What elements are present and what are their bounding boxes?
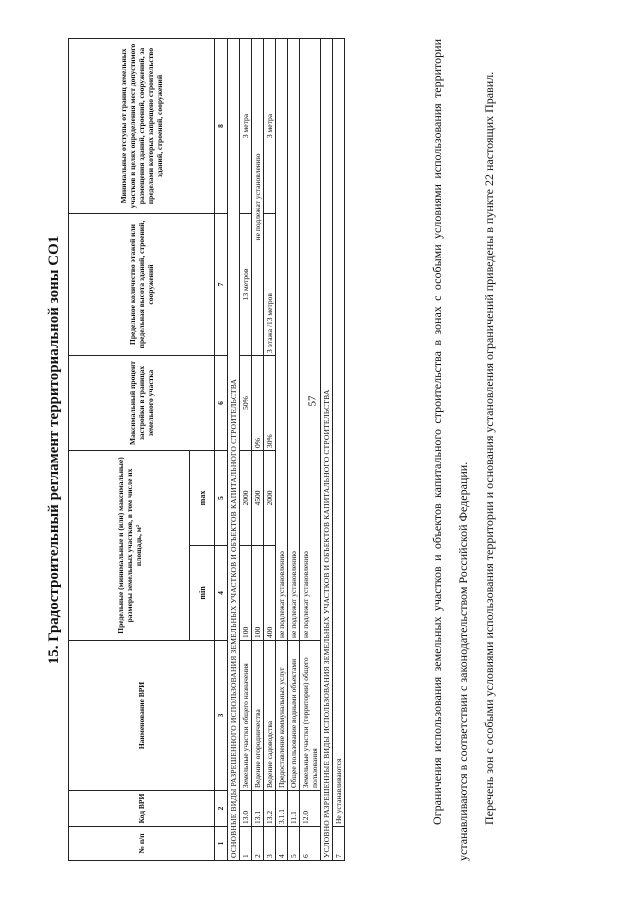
row-floors: 13 метров	[240, 213, 252, 355]
section-conditional-heading: УСЛОВНО РАЗРЕШЕННЫЕ ВИДЫ ИСПОЛЬЗОВАНИЯ ЗЕМЕЛЬНЫХ УЧАСТКОВ И ОБЪЕКТОВ КАПИТАЛЬНОГО СТРОИТЕЛЬСТВА	[321, 38, 333, 860]
row-code: 12.0	[300, 791, 321, 827]
header-area: Предельные (минимальные и (или) максимальные) размеры земельных участков, в том числе их площадь, м²	[69, 450, 190, 640]
header-percent: Максимальный процент застройки в границах земельного участка	[69, 355, 215, 450]
row-name: Ведение огородничества	[252, 641, 264, 791]
row-name: Предоставление коммунальных услуг	[276, 641, 288, 791]
row-max: 4500	[252, 450, 264, 545]
regulation-table	[68, 38, 345, 861]
header-code: Код ВРИ	[69, 791, 215, 827]
row-name: Ведение садоводства	[264, 641, 276, 791]
row-max: 2000	[240, 450, 252, 545]
col-number: 7	[215, 213, 228, 355]
table-row	[252, 38, 264, 860]
row-setback: 3 метра	[240, 38, 252, 213]
row-name: Общее пользование водными объектами	[288, 641, 300, 791]
row-merged-value: Не устанавливаются	[333, 38, 345, 826]
col-number: 3	[215, 641, 228, 791]
header-num: № п/п	[69, 827, 215, 861]
header-area-max: max	[190, 450, 215, 545]
table-row	[300, 38, 321, 860]
row-merged-value: не подлежат установлению	[300, 38, 321, 640]
row-floors: 3 этажа /13 метров	[264, 213, 276, 355]
table-row	[288, 38, 300, 860]
row-min: 400	[264, 546, 276, 641]
row-code: 13.1	[252, 791, 264, 827]
row-num: 2	[252, 827, 264, 861]
row-num: 3	[264, 827, 276, 861]
header-name: Наименование ВРИ	[69, 641, 215, 791]
row-percent: 50%	[240, 355, 252, 450]
row-floors-setback-merged: не подлежат установлению	[252, 38, 264, 355]
row-max: 2000	[264, 450, 276, 545]
column-numbers-row	[215, 38, 228, 860]
row-percent: 30%	[264, 355, 276, 450]
row-num: 7	[333, 827, 345, 861]
row-num: 4	[276, 827, 288, 861]
section-main-heading: ОСНОВНЫЕ ВИДЫ РАЗРЕШЕННОГО ИСПОЛЬЗОВАНИЯ ЗЕМЕЛЬНЫХ УЧАСТКОВ И ОБЪЕКТОВ КАПИТАЛЬНОГО СТРОИТЕЛЬСТВА	[228, 38, 240, 860]
row-percent: 0%	[252, 355, 264, 450]
row-setback: 3 метра	[264, 38, 276, 213]
table-row	[333, 38, 345, 860]
rotated-page	[44, 39, 604, 861]
row-name: Земельные участки (территории) общего пользования	[300, 641, 321, 791]
header-area-min: min	[190, 546, 215, 641]
page-number: 57	[306, 395, 319, 407]
body-text	[424, 39, 502, 861]
row-min: 100	[240, 546, 252, 641]
paragraph: Перечень зон с особыми условиями использования территории и основания установления ограничений приведены в пункте 22 настоящих Правил.	[482, 71, 496, 825]
row-num: 6	[300, 827, 321, 861]
col-number: 1	[215, 827, 228, 861]
row-code: 13.2	[264, 791, 276, 827]
table-row	[240, 38, 252, 860]
row-merged-value: не подлежат установлению	[276, 38, 288, 640]
col-number: 2	[215, 791, 228, 827]
row-code: 13.0	[240, 791, 252, 827]
col-number: 6	[215, 355, 228, 450]
row-name: Земельные участки общего назначения	[240, 641, 252, 791]
table-row	[264, 38, 276, 860]
header-setback: Минимальные отступы от границ земельных участков в целях определения мест допустимого размещения зданий, строений, сооружений, за пределами которых запрещено строительство зданий, строений, сооружений	[69, 38, 215, 213]
page-title: 15. Градостроительный регламент территориальной зоны СО1	[46, 235, 62, 665]
row-min: 100	[252, 546, 264, 641]
row-merged-value: не подлежат установлению	[288, 38, 300, 640]
row-num: 5	[288, 827, 300, 861]
header-floors: Предельное количество этажей или предельная высота зданий, строений, сооружений	[69, 213, 215, 355]
col-number: 4	[215, 546, 228, 641]
row-num: 1	[240, 827, 252, 861]
row-code: 3.1.1	[276, 791, 288, 827]
row-code: 11.1	[288, 791, 300, 827]
paragraph: Ограничения использования земельных участков и объектов капитального строительства в зонах с особыми условиями использования территории устанавливаются в соответствии с законодательством Российской Федерации.	[430, 39, 470, 861]
col-number: 5	[215, 450, 228, 545]
col-number: 8	[215, 38, 228, 213]
table-row	[276, 38, 288, 860]
